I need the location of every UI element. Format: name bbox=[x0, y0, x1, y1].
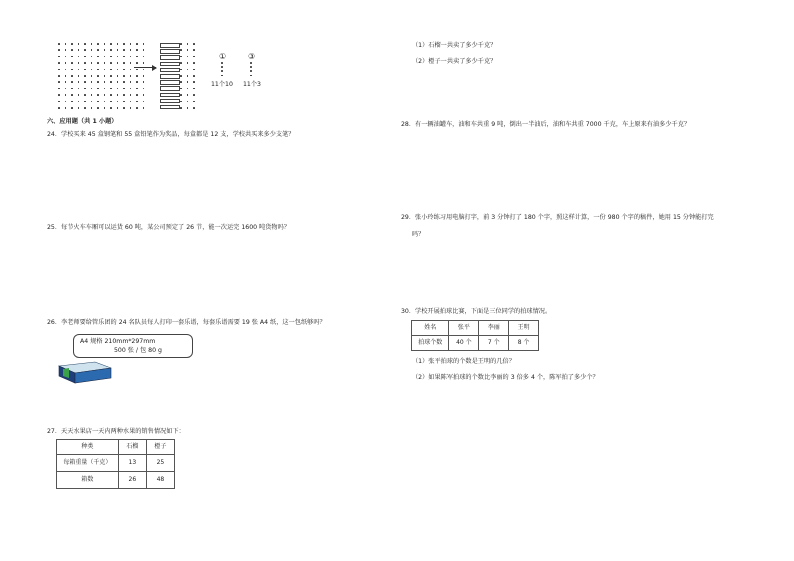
dot bbox=[110, 56, 112, 58]
dot bbox=[91, 107, 93, 109]
dot bbox=[84, 81, 86, 83]
dot bbox=[130, 88, 132, 90]
paper-spec-line2: 500 张 / 包 80 g bbox=[114, 347, 162, 354]
dot bbox=[104, 94, 106, 96]
dot bbox=[78, 88, 80, 90]
dot bbox=[123, 62, 125, 64]
dot bbox=[180, 69, 182, 71]
dot bbox=[65, 81, 67, 83]
dot bbox=[110, 81, 112, 83]
dot bbox=[136, 75, 138, 77]
dot bbox=[104, 75, 106, 77]
table-cell: 26 bbox=[118, 472, 146, 489]
dot bbox=[65, 56, 67, 58]
dot bbox=[143, 88, 145, 90]
dot bbox=[71, 88, 73, 90]
dot bbox=[143, 69, 145, 71]
dot bbox=[110, 88, 112, 90]
dot bbox=[91, 69, 93, 71]
question-30-sub2: （2）如果陈军拍球的个数比李丽的 3 倍多 4 个，陈军拍了多少个？ bbox=[412, 374, 599, 381]
dot bbox=[193, 49, 195, 51]
vertical-dots bbox=[250, 62, 252, 76]
dot bbox=[97, 81, 99, 83]
dot bbox=[97, 69, 99, 71]
dot bbox=[187, 49, 189, 51]
dot bbox=[130, 107, 132, 109]
dot bbox=[193, 94, 195, 96]
table-cell: 拍球个数 bbox=[412, 336, 449, 351]
dot bbox=[123, 88, 125, 90]
dot bbox=[130, 62, 132, 64]
dot bbox=[117, 69, 119, 71]
dot bbox=[91, 49, 93, 51]
dot bbox=[143, 101, 145, 103]
dot bbox=[143, 94, 145, 96]
table-cell: 橙子 bbox=[146, 440, 174, 455]
question-30-sub1: （1）张平拍球的个数是王明的几倍？ bbox=[412, 358, 515, 365]
dot bbox=[71, 43, 73, 45]
dot bbox=[123, 43, 125, 45]
dot bbox=[180, 81, 182, 83]
table-cell: 张平 bbox=[449, 321, 479, 336]
table-cell: 13 bbox=[118, 455, 146, 472]
dot bbox=[97, 94, 99, 96]
dot bbox=[97, 62, 99, 64]
dot bbox=[117, 81, 119, 83]
dot bbox=[130, 49, 132, 51]
dot bbox=[65, 107, 67, 109]
dot bbox=[117, 101, 119, 103]
dot bbox=[187, 62, 189, 64]
dot bbox=[123, 56, 125, 58]
dot bbox=[193, 43, 195, 45]
dot bbox=[110, 101, 112, 103]
dot bbox=[130, 69, 132, 71]
dot bbox=[84, 49, 86, 51]
dot bbox=[78, 43, 80, 45]
question-27-sub1: （1）石榴一共卖了多少千克？ bbox=[412, 42, 497, 49]
table-cell: 王明 bbox=[509, 321, 539, 336]
dot-array-figure bbox=[58, 43, 149, 113]
table-cell: 48 bbox=[146, 472, 174, 489]
dot bbox=[180, 62, 182, 64]
figure-label-right: ③ bbox=[248, 52, 256, 61]
dot bbox=[78, 62, 80, 64]
dot bbox=[123, 101, 125, 103]
table-cell: 25 bbox=[146, 455, 174, 472]
dot bbox=[180, 75, 182, 77]
dot bbox=[84, 88, 86, 90]
paper-pack-image bbox=[55, 356, 115, 386]
dot bbox=[187, 69, 189, 71]
dot bbox=[187, 56, 189, 58]
dot bbox=[104, 81, 106, 83]
table-row bbox=[412, 321, 539, 336]
dot bbox=[136, 81, 138, 83]
dot bbox=[71, 94, 73, 96]
question-26: 26．李老师要给管乐团的 24 名队员每人打印一套乐谱，每套乐谱需要 19 张 A4 纸，这一包纸够吗？ bbox=[47, 319, 326, 326]
dot bbox=[187, 43, 189, 45]
dot bbox=[193, 81, 195, 83]
dot bbox=[58, 94, 60, 96]
dot bbox=[193, 56, 195, 58]
dot bbox=[71, 81, 73, 83]
dot bbox=[78, 75, 80, 77]
dot bbox=[117, 94, 119, 96]
dot bbox=[117, 43, 119, 45]
dot bbox=[123, 49, 125, 51]
dot bbox=[104, 101, 106, 103]
dot bbox=[84, 56, 86, 58]
dot bbox=[84, 101, 86, 103]
dot bbox=[117, 88, 119, 90]
dot bbox=[104, 56, 106, 58]
ball-bounce-table bbox=[411, 320, 539, 351]
dot bbox=[71, 69, 73, 71]
dot bbox=[143, 43, 145, 45]
dot bbox=[65, 49, 67, 51]
dot bbox=[71, 107, 73, 109]
question-29-line2: 吗？ bbox=[412, 231, 425, 238]
dot bbox=[84, 94, 86, 96]
table-cell: 李丽 bbox=[479, 321, 509, 336]
dot bbox=[136, 62, 138, 64]
dot bbox=[91, 75, 93, 77]
dot bbox=[97, 43, 99, 45]
table-cell: 40 个 bbox=[449, 336, 479, 351]
table-row bbox=[57, 472, 175, 489]
dot bbox=[187, 75, 189, 77]
dot bbox=[110, 43, 112, 45]
dot bbox=[65, 43, 67, 45]
dot bbox=[143, 81, 145, 83]
dot bbox=[187, 81, 189, 83]
table-row bbox=[412, 336, 539, 351]
dot bbox=[180, 43, 182, 45]
dot bbox=[104, 49, 106, 51]
dot bbox=[91, 43, 93, 45]
question-27: 27．天天水果店一天内两种水果的销售情况如下： bbox=[47, 428, 185, 435]
dot bbox=[78, 69, 80, 71]
dot bbox=[180, 107, 182, 109]
table-row bbox=[57, 455, 175, 472]
dot bbox=[143, 75, 145, 77]
table-cell: 石榴 bbox=[118, 440, 146, 455]
table-cell: 姓名 bbox=[412, 321, 449, 336]
question-28: 28．有一辆油罐车，油和车共重 9 吨，倒出一半油后，油和车共重 7000 千克，车上原来有油多少千克？ bbox=[401, 121, 691, 128]
dot bbox=[97, 88, 99, 90]
dot bbox=[130, 43, 132, 45]
dot bbox=[117, 107, 119, 109]
dot bbox=[97, 101, 99, 103]
dot bbox=[91, 62, 93, 64]
dot bbox=[136, 107, 138, 109]
dot bbox=[136, 49, 138, 51]
dot bbox=[78, 107, 80, 109]
dot bbox=[136, 69, 138, 71]
dot bbox=[84, 69, 86, 71]
dot bbox=[110, 107, 112, 109]
dot bbox=[104, 69, 106, 71]
dot bbox=[65, 94, 67, 96]
dot bbox=[143, 107, 145, 109]
dot bbox=[180, 94, 182, 96]
dot bbox=[71, 56, 73, 58]
dot bbox=[91, 94, 93, 96]
dot bbox=[136, 88, 138, 90]
dot bbox=[91, 88, 93, 90]
dot bbox=[58, 69, 60, 71]
dot bbox=[117, 49, 119, 51]
question-30: 30．学校开展拍球比赛，下面是三位同学的拍球情况。 bbox=[401, 308, 552, 315]
dot bbox=[58, 62, 60, 64]
dot bbox=[104, 88, 106, 90]
table-row bbox=[57, 440, 175, 455]
dot bbox=[123, 81, 125, 83]
dot bbox=[58, 88, 60, 90]
paper-spec-line1: A4 规格 210mm*297mm bbox=[80, 338, 156, 345]
dot bbox=[123, 69, 125, 71]
dot bbox=[110, 69, 112, 71]
dot bbox=[71, 62, 73, 64]
dot bbox=[193, 75, 195, 77]
dot bbox=[97, 56, 99, 58]
dot bbox=[193, 69, 195, 71]
dot bbox=[65, 62, 67, 64]
dot bbox=[130, 94, 132, 96]
dot bbox=[130, 81, 132, 83]
table-cell: 8 个 bbox=[509, 336, 539, 351]
dot bbox=[110, 62, 112, 64]
dot bbox=[71, 101, 73, 103]
dot bbox=[84, 75, 86, 77]
dot bbox=[71, 75, 73, 77]
dot bbox=[78, 81, 80, 83]
dot bbox=[97, 49, 99, 51]
table-cell: 7 个 bbox=[479, 336, 509, 351]
dot bbox=[58, 101, 60, 103]
question-25: 25．每节火车车厢可以运货 60 吨，某公司预定了 26 节，能一次运完 1600 吨货物吗？ bbox=[47, 224, 290, 231]
dot bbox=[180, 88, 182, 90]
dot bbox=[65, 88, 67, 90]
dot bbox=[104, 107, 106, 109]
dot bbox=[130, 75, 132, 77]
figure-label-a: 11个10 bbox=[211, 81, 233, 88]
dot bbox=[130, 101, 132, 103]
dot bbox=[84, 62, 86, 64]
dot bbox=[187, 107, 189, 109]
dot bbox=[180, 101, 182, 103]
question-24: 24．学校买来 45 盒钢笔和 55 盒铅笔作为奖品，每盒都是 12 支，学校共买来多少支笔？ bbox=[47, 131, 295, 138]
table-cell: 种类 bbox=[57, 440, 119, 455]
dot bbox=[117, 62, 119, 64]
dot bbox=[91, 81, 93, 83]
dot bbox=[58, 75, 60, 77]
dot bbox=[123, 94, 125, 96]
dot bbox=[143, 49, 145, 51]
arrow-right-icon bbox=[134, 67, 156, 68]
question-27-sub2: （2）橙子一共卖了多少千克？ bbox=[412, 58, 497, 65]
dot bbox=[193, 88, 195, 90]
dot bbox=[58, 43, 60, 45]
dot bbox=[84, 107, 86, 109]
dot bbox=[65, 69, 67, 71]
dot bbox=[110, 75, 112, 77]
section-title: 六、应用题（共 1 小题） bbox=[47, 118, 118, 125]
dot bbox=[123, 107, 125, 109]
dot bbox=[187, 88, 189, 90]
dot bbox=[136, 43, 138, 45]
dot bbox=[130, 56, 132, 58]
table-cell: 每箱重量（千克） bbox=[57, 455, 119, 472]
dot bbox=[180, 49, 182, 51]
paper-spec-card bbox=[73, 334, 193, 358]
dot bbox=[91, 101, 93, 103]
dot bbox=[187, 94, 189, 96]
question-29-line1: 29．张小玲练习用电脑打字，前 3 分钟打了 180 个字，照这样计算，一份 980 个字的稿件，她用 15 分钟能打完 bbox=[401, 214, 714, 221]
fruit-sales-table bbox=[56, 439, 175, 489]
dot bbox=[58, 107, 60, 109]
dot bbox=[84, 43, 86, 45]
dot bbox=[58, 81, 60, 83]
dot bbox=[65, 75, 67, 77]
dot bbox=[58, 49, 60, 51]
dot bbox=[78, 56, 80, 58]
vertical-dots bbox=[221, 62, 223, 76]
dot bbox=[104, 43, 106, 45]
dot bbox=[193, 62, 195, 64]
dot bbox=[110, 49, 112, 51]
figure-label-b: 11个3 bbox=[243, 81, 261, 88]
dot bbox=[187, 101, 189, 103]
dot bbox=[78, 49, 80, 51]
dot bbox=[104, 62, 106, 64]
dot bbox=[65, 101, 67, 103]
dot bbox=[78, 94, 80, 96]
dot bbox=[143, 56, 145, 58]
dot bbox=[136, 94, 138, 96]
ten-bars-figure bbox=[160, 43, 180, 109]
dot bbox=[110, 94, 112, 96]
dot bbox=[97, 107, 99, 109]
dot-column-figure bbox=[180, 43, 200, 113]
dot bbox=[58, 56, 60, 58]
dot bbox=[117, 56, 119, 58]
table-cell: 箱数 bbox=[57, 472, 119, 489]
dot bbox=[71, 49, 73, 51]
dot bbox=[193, 107, 195, 109]
dot bbox=[117, 75, 119, 77]
dot bbox=[97, 75, 99, 77]
dot bbox=[180, 56, 182, 58]
dot bbox=[91, 56, 93, 58]
dot bbox=[193, 101, 195, 103]
dot bbox=[78, 101, 80, 103]
dot bbox=[136, 56, 138, 58]
figure-label-top: ① bbox=[219, 52, 227, 61]
dot bbox=[123, 75, 125, 77]
dot bbox=[136, 101, 138, 103]
dot bbox=[143, 62, 145, 64]
